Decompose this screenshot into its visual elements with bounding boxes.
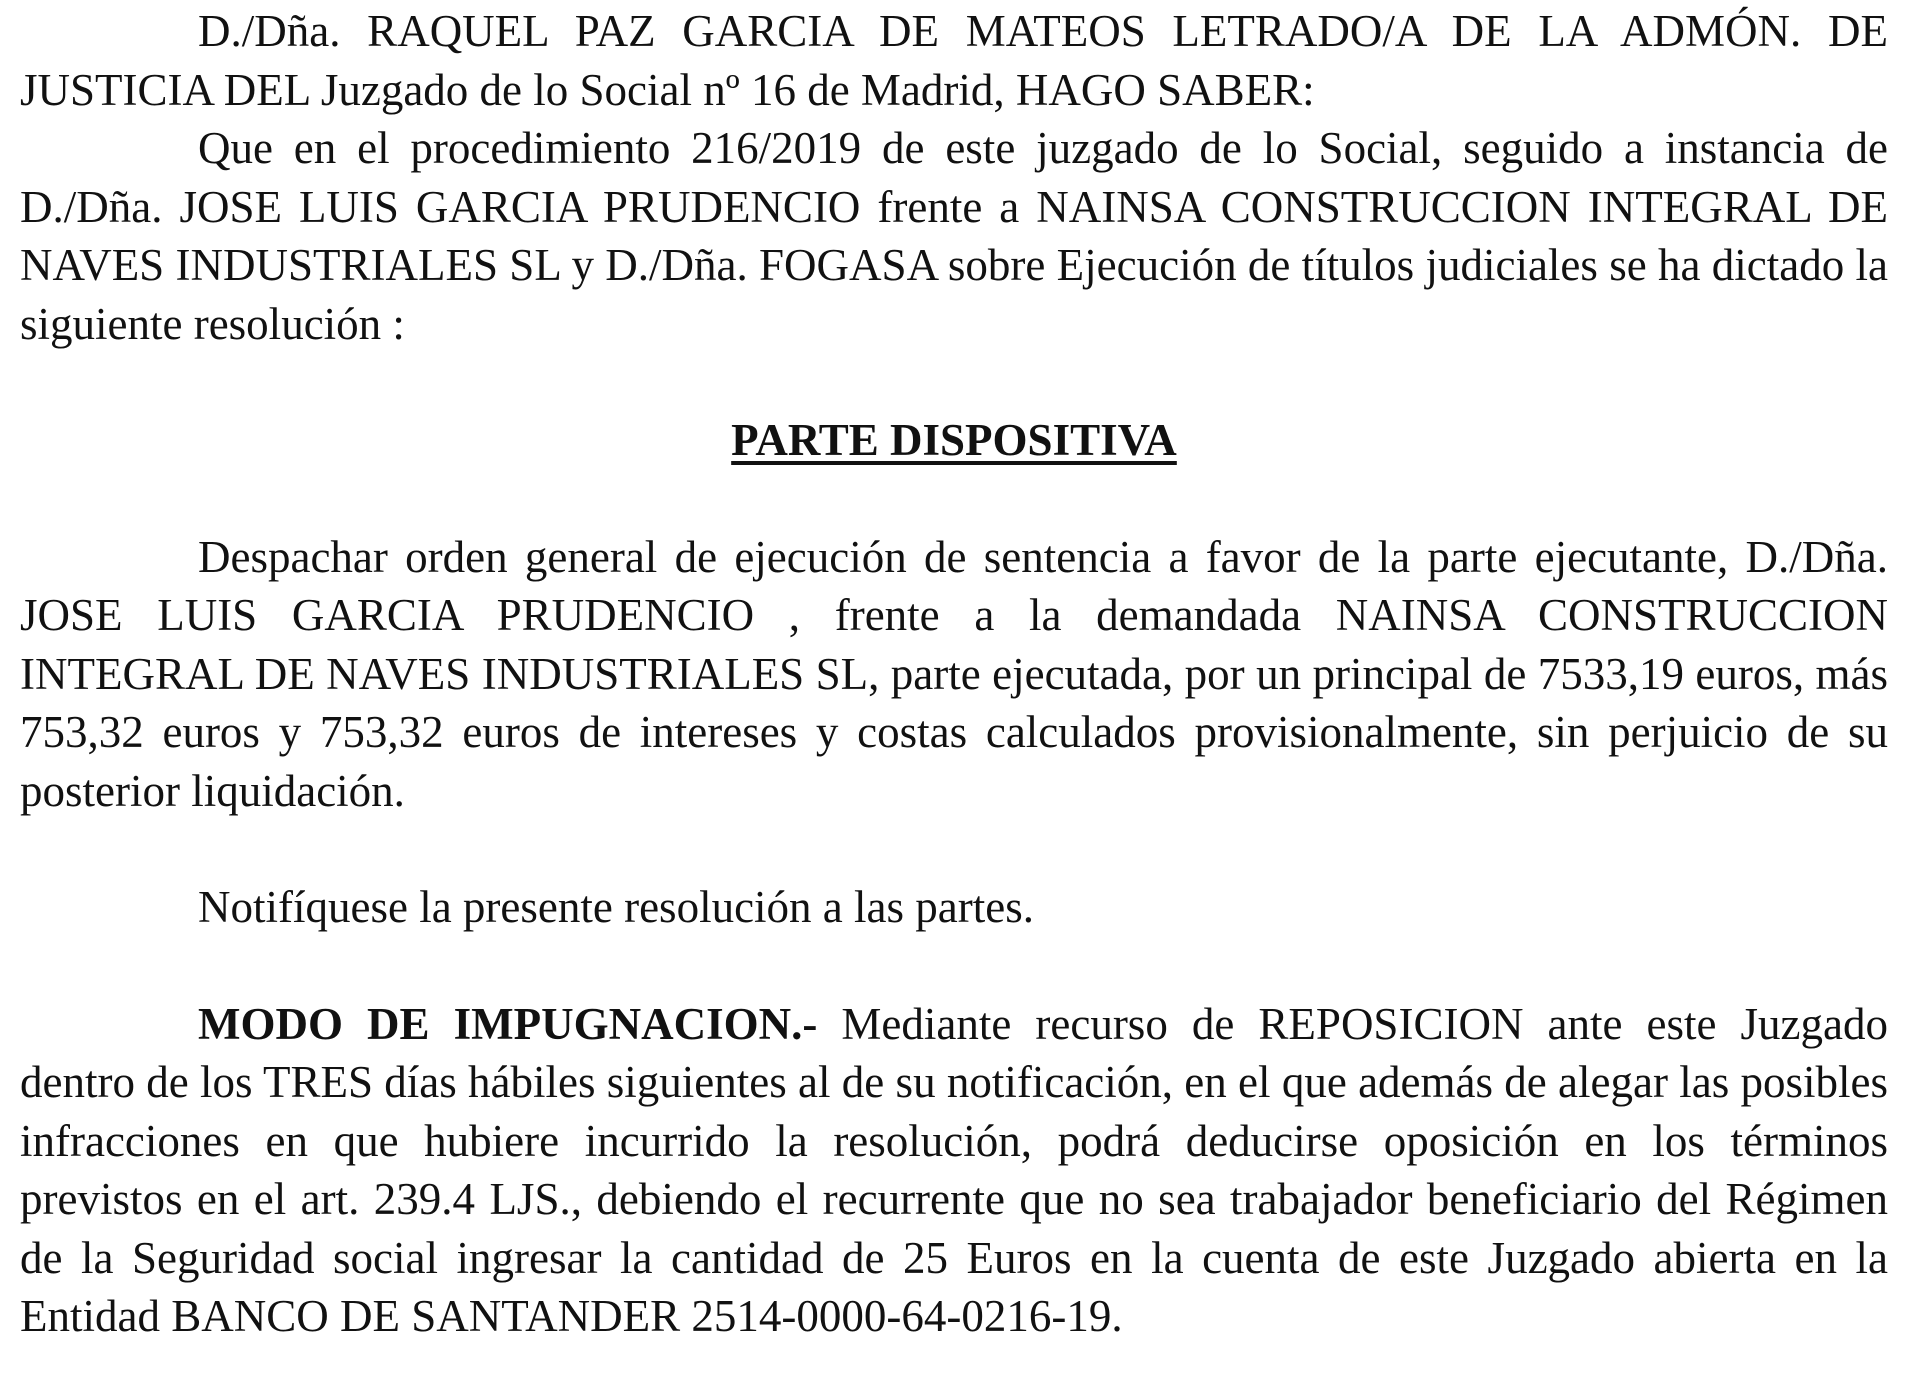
appeal-paragraph <box>20 995 1888 1346</box>
intro-paragraph: D./Dña. RAQUEL PAZ GARCIA DE MATEOS LETRADO/A DE LA ADMÓN. DE JUSTICIA DEL Juzgado de lo Social nº 16 de Madrid, HAGO SABER: <box>20 6 1888 115</box>
appeal-label: MODO DE IMPUGNACION.- <box>198 998 818 1049</box>
section-heading: PARTE DISPOSITIVA <box>731 415 1177 465</box>
procedure-paragraph: Que en el procedimiento 216/2019 de este juzgado de lo Social, seguido a instancia de D./Dña. JOSE LUIS GARCIA PRUDENCIO frente a NAINSA CONSTRUCCION INTEGRAL DE NAVES INDUSTRIALES SL y D./Dña. FOGASA sobre Ejecución de títulos judiciales se ha dictado la siguiente resolución : <box>20 123 1888 349</box>
notify-paragraph: Notifíquese la presente resolución a las partes. <box>198 882 1034 932</box>
document-page <box>20 2 1888 1346</box>
order-paragraph: Despachar orden general de ejecución de sentencia a favor de la parte ejecutante, D./Dña. JOSE LUIS GARCIA PRUDENCIO , frente a la demandada NAINSA CONSTRUCCION INTEGRAL DE NAVES INDUSTRIALES SL, parte ejecutada, por un principal de 7533,19 euros, más 753,32 euros y 753,32 euros de intereses y costas calculados provisionalmente, sin perjuicio de su posterior liquidación. <box>20 531 1888 816</box>
appeal-text: Mediante recurso de REPOSICION ante este Juzgado dentro de los TRES días hábiles siguientes al de su notificación, en el que además de alegar las posibles infracciones en que hubiere incurrido la resolución, podrá deducirse oposición en los términos previstos en el art. 239.4 LJS., debiendo el recurrente que no sea trabajador beneficiario del Régimen de la Seguridad social ingresar la cantidad de 25 Euros en la cuenta de este Juzgado abierta en la Entidad BANCO DE SANTANDER 2514-0000-64-0216-19. <box>20 998 1888 1341</box>
